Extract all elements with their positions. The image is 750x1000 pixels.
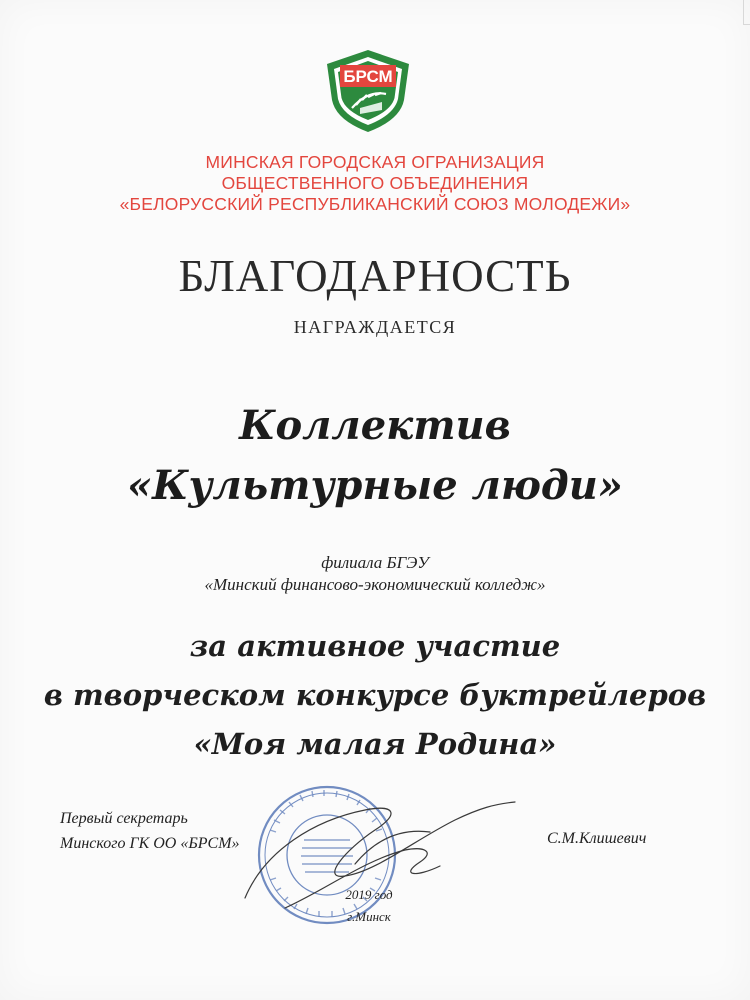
recipient-line-1: Коллектив	[239, 402, 511, 449]
affiliation-line-1: филиала БГЭУ	[321, 553, 429, 572]
reason-line-3: «Моя малая Родина»	[193, 727, 557, 761]
signer-title-line-2: Минского ГК ОО «БРСМ»	[60, 835, 240, 852]
organization-name	[0, 152, 750, 215]
recipient-name	[0, 396, 750, 516]
issue-city: г.Минск	[347, 909, 391, 924]
logo-text: БРСМ	[343, 67, 393, 86]
organization-line-2: ОБЩЕСТВЕННОГО ОБЪЕДИНЕНИЯ	[221, 173, 529, 193]
reason-line-2: в творческом конкурсе буктрейлеров	[43, 678, 707, 712]
affiliation-line-2: «Минский финансово-экономический колледж»	[204, 575, 546, 594]
recipient-line-2: «Культурные люди»	[127, 462, 623, 509]
issue-info	[0, 884, 750, 928]
issue-year: 2019 год	[345, 887, 393, 902]
award-reason	[0, 622, 750, 769]
reason-line-1: за активное участие	[189, 629, 561, 663]
signer-title	[60, 806, 240, 856]
signer-name: С.М.Клишевич	[547, 830, 647, 847]
certificate-title: БЛАГОДАРНОСТЬ	[178, 251, 572, 301]
signer-title-line-1: Первый секретарь	[60, 810, 188, 827]
brsm-emblem-icon	[322, 48, 414, 134]
organization-line-1: МИНСКАЯ ГОРОДСКАЯ ОГРАНИЗАЦИЯ	[205, 152, 545, 172]
awarded-label: НАГРАЖДАЕТСЯ	[293, 317, 457, 337]
recipient-affiliation	[0, 552, 750, 596]
organization-line-3: «БЕЛОРУССКИЙ РЕСПУБЛИКАНСКИЙ СОЮЗ МОЛОДЕЖИ»	[119, 194, 631, 214]
scan-edge-mark	[743, 0, 750, 25]
